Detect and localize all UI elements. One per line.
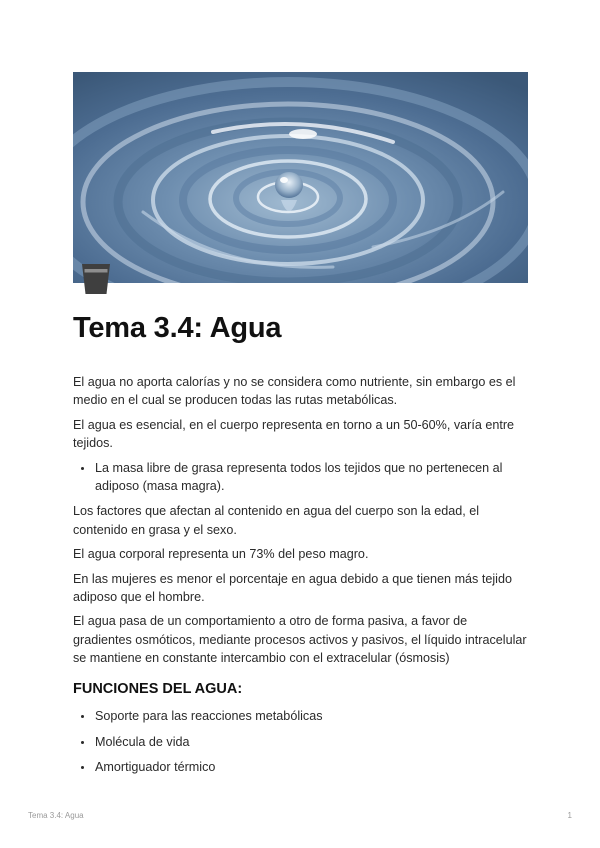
page-number: 1 bbox=[567, 811, 572, 820]
paragraph: El agua corporal representa un 73% del peso magro. bbox=[73, 547, 369, 562]
water-drop-ripple-image bbox=[73, 72, 528, 283]
water-glass-icon bbox=[80, 262, 112, 296]
footer-title: Tema 3.4: Agua bbox=[28, 811, 84, 820]
functions-list bbox=[73, 707, 529, 776]
list-item: • Molécula de vida bbox=[94, 733, 529, 751]
list-item: • La masa libre de grasa representa todos los tejidos que no pertenecen al adiposo (masa magra). bbox=[94, 459, 529, 496]
paragraph: El agua no aporta calorías y no se considera como nutriente, sin embargo es el medio en el cual se producen todas las rutas metabólicas. bbox=[73, 375, 516, 408]
list-item: • Soporte para las reacciones metabólicas bbox=[94, 707, 529, 725]
paragraph: Los factores que afectan al contenido en agua del cuerpo son la edad, el contenido en grasa y el sexo. bbox=[73, 504, 480, 537]
paragraph: El agua es esencial, en el cuerpo representa en torno a un 50-60%, varía entre tejidos. bbox=[73, 417, 515, 451]
list-item: • Amortiguador térmico bbox=[94, 758, 529, 776]
paragraph: El agua pasa de un comportamiento a otro de forma pasiva, a favor de gradientes osmóticos, mediante procesos activos y pasivos, el líquido intracelular se mantiene en constante intercambio con el extracelular (ósmosis) bbox=[73, 614, 527, 666]
document-body bbox=[73, 373, 529, 783]
section-heading: FUNCIONES DEL AGUA: bbox=[73, 680, 243, 697]
cover-image bbox=[73, 72, 528, 283]
bullet-list bbox=[73, 459, 529, 496]
page-title: Tema 3.4: Agua bbox=[73, 312, 282, 344]
paragraph: En las mujeres es menor el porcentaje en agua debido a que tienen más tejido adiposo que el hombre. bbox=[73, 571, 512, 605]
